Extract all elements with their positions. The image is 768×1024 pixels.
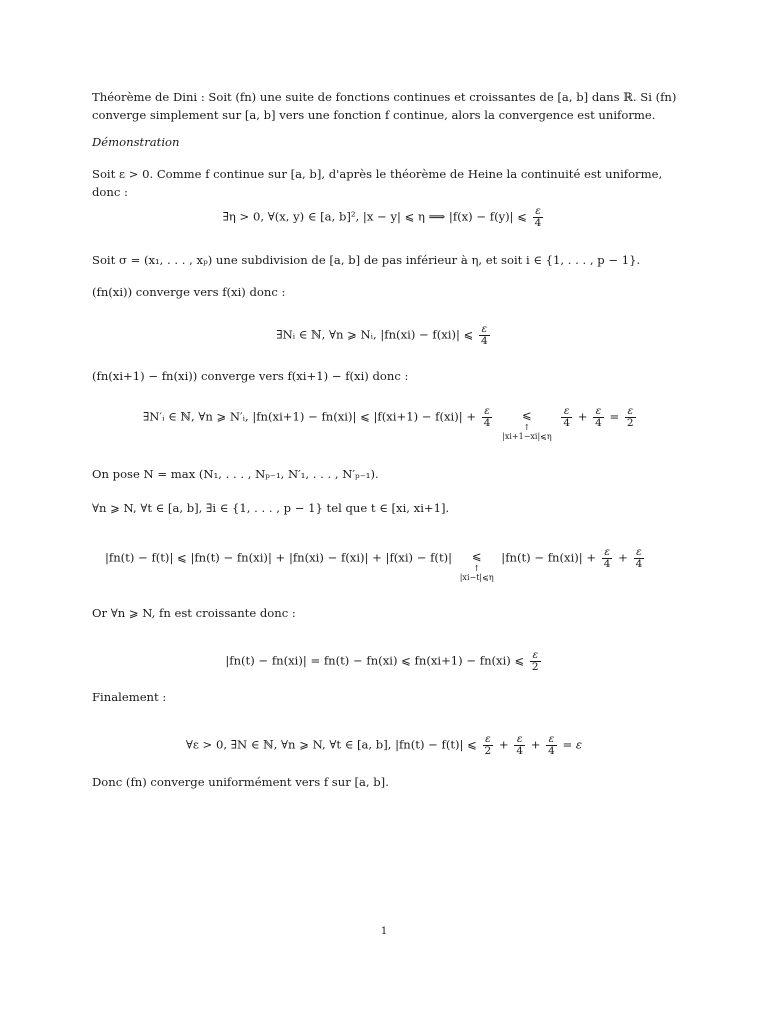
paragraph-croissante: Or ∀n ⩾ N, fn est croissante donc : bbox=[92, 606, 296, 620]
equation-triangle-inequality: |fn(t) − f(t)| ⩽ |fn(t) − fn(xi)| + |fn(xi) − f(xi)| + |f(xi) − f(t)| ⩽ ↑ |xi−t|⩽η |fn(t) − fn(xi)| + $\frac{\varepsilon}{4}$ + $\frac{\varepsilon}{4}$ bbox=[105, 546, 643, 582]
fraction-eps-4: $\frac{\varepsilon}{4}$ bbox=[595, 405, 602, 429]
fraction-eps-4: $\frac{\varepsilon}{4}$ bbox=[548, 733, 555, 757]
equation-uniform-continuity bbox=[0, 206, 768, 229]
fraction-eps-2: $\frac{\varepsilon}{2}$ bbox=[484, 733, 492, 757]
fraction-eps-4: $\frac{\varepsilon}{4}$ bbox=[563, 405, 571, 429]
paragraph-for-all-t: ∀n ⩾ N, ∀t ∈ [a, b], ∃i ∈ {1, . . . , p − 1} tel que t ∈ [xi, xi+1]. bbox=[92, 501, 450, 515]
fraction-eps-4: $\frac{\varepsilon}{4}$ bbox=[603, 546, 611, 570]
eq2-text: ∃Nᵢ ∈ ℕ, ∀n ⩾ Nᵢ, |fn(xi) − f(xi)| ⩽ bbox=[276, 327, 474, 342]
fraction-eps-4: $\frac{\varepsilon}{4}$ bbox=[516, 733, 524, 757]
page-number: 1 bbox=[380, 926, 388, 937]
eq5-text: |fn(t) − fn(xi)| = fn(t) − fn(xi) ⩽ fn(xi+1) − fn(xi) ⩽ bbox=[225, 653, 525, 668]
theorem-statement bbox=[92, 88, 682, 124]
paragraph-convergence-diff: (fn(xi+1) − fn(xi)) converge vers f(xi+1) − f(xi) donc : bbox=[92, 369, 409, 383]
equation-ni-prime: ∃N′ᵢ ∈ ℕ, ∀n ⩾ N′ᵢ, |fn(xi+1) − fn(xi)| ⩽ |f(xi+1) − f(xi)| + $\frac{\varepsilon}{4}$ ⩽ ↑ |xi+1−xi|⩽η $\frac{\varepsilon}{4}$ + $\frac{\varepsilon}{4}$ = $\frac{\varepsilon}{2}$ bbox=[143, 405, 634, 441]
condition-label: |xi+1−xi|⩽η bbox=[502, 432, 552, 441]
eq4-mid-text: |fn(t) − fn(xi)| + bbox=[501, 550, 597, 565]
eq4-text: |fn(t) − f(t)| ⩽ |fn(t) − fn(xi)| + |fn(xi) − f(xi)| + |f(xi) − f(t)| bbox=[105, 550, 453, 565]
theorem-line-1: Théorème de Dini : Soit (fn) une suite de fonctions continues et croissantes de [a, b] dans ℝ. Si (fn) bbox=[92, 90, 677, 104]
fraction-eps-2: $\frac{\varepsilon}{2}$ bbox=[531, 649, 539, 673]
paragraph-finalement: Finalement : bbox=[92, 690, 167, 704]
leq-with-condition: ⩽ ↑ |xi−t|⩽η bbox=[459, 549, 494, 582]
fraction-eps-4: $\frac{\varepsilon}{4}$ bbox=[483, 405, 491, 429]
eq3-text: ∃N′ᵢ ∈ ℕ, ∀n ⩾ N′ᵢ, |fn(xi+1) − fn(xi)| ⩽ |f(xi+1) − f(xi)| + bbox=[143, 409, 477, 424]
proof-heading: Démonstration bbox=[92, 135, 180, 149]
equation-final: ∀ε > 0, ∃N ∈ ℕ, ∀n ⩾ N, ∀t ∈ [a, b], |fn(t) − f(t)| ⩽ $\frac{\varepsilon}{2}$ + $\frac{\varepsilon}{4}$ + $\frac{\varepsilon}{4}$ = ε bbox=[185, 733, 583, 757]
eq1-text: ∃η > 0, ∀(x, y) ∈ [a, b]², |x − y| ⩽ η ⟹ |f(x) − f(y)| ⩽ bbox=[222, 209, 527, 224]
fraction-eps-4: $\frac{\varepsilon}{4}$ bbox=[481, 323, 488, 347]
paragraph-convergence-xi: (fn(xi)) converge vers f(xi) donc : bbox=[92, 285, 286, 299]
paragraph-define-n: On pose N = max (N₁, . . . , Nₚ₋₁, N′₁, . . . , N′ₚ₋₁). bbox=[92, 467, 379, 481]
fraction-eps-2: $\frac{\varepsilon}{2}$ bbox=[626, 405, 634, 429]
paragraph-heine: Soit ε > 0. Comme f continue sur [a, b], d'après le théorème de Heine la continuité est uniforme, donc : bbox=[92, 167, 663, 199]
equation-monotone bbox=[0, 650, 768, 673]
theorem-line-2: converge simplement sur [a, b] vers une fonction f continue, alors la convergence est uniforme. bbox=[92, 108, 656, 122]
uparrow-icon: ↑ bbox=[523, 423, 531, 432]
condition-label: |xi−t|⩽η bbox=[459, 573, 494, 582]
fraction-eps-4: $\frac{\varepsilon}{4}$ bbox=[534, 205, 542, 229]
equation-ni bbox=[0, 324, 768, 347]
uparrow-icon: ↑ bbox=[473, 564, 481, 573]
leq-with-condition: ⩽ ↑ |xi+1−xi|⩽η bbox=[502, 408, 552, 441]
paragraph-subdivision: Soit σ = (x₁, . . . , xₚ) une subdivision de [a, b] de pas inférieur à η, et soit i ∈ {1, . . . , p − 1}. bbox=[92, 253, 641, 267]
eq6-text: ∀ε > 0, ∃N ∈ ℕ, ∀n ⩾ N, ∀t ∈ [a, b], |fn(t) − f(t)| ⩽ bbox=[185, 737, 477, 752]
fraction-eps-4: $\frac{\varepsilon}{4}$ bbox=[635, 546, 643, 570]
paragraph-conclusion: Donc (fn) converge uniformément vers f sur [a, b]. bbox=[92, 775, 389, 789]
